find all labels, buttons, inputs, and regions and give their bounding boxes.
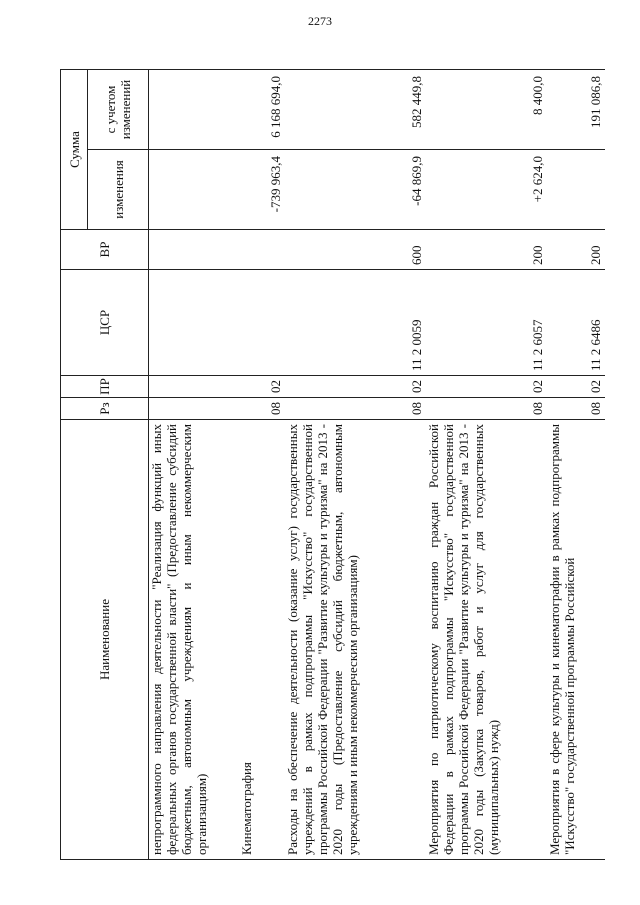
header-csr: ЦСР xyxy=(61,270,149,376)
header-sum: Сумма xyxy=(61,70,88,230)
rotated-page-content xyxy=(60,70,605,860)
table-row xyxy=(239,70,284,860)
row-rz: 08 xyxy=(239,398,284,420)
row-change: -64 869,9 xyxy=(285,150,427,230)
table-row xyxy=(285,70,427,860)
table-row xyxy=(426,70,546,860)
header-name: Наименование xyxy=(61,420,149,860)
row-pr xyxy=(149,376,240,398)
row-csr xyxy=(239,270,284,376)
row-csr: 11 2 0059 xyxy=(285,270,427,376)
table-row xyxy=(149,70,240,860)
row-vr xyxy=(239,230,284,270)
row-rz xyxy=(149,398,240,420)
row-total: 8 400,0 xyxy=(426,70,546,150)
row-pr: 02 xyxy=(285,376,427,398)
row-total: 6 168 694,0 xyxy=(239,70,284,150)
header-vr: ВР xyxy=(61,230,149,270)
row-total: 191 086,8 xyxy=(547,70,605,150)
header-total: с учетом изменений xyxy=(88,70,149,150)
row-change: +2 624,0 xyxy=(426,150,546,230)
row-rz: 08 xyxy=(426,398,546,420)
table-row xyxy=(547,70,605,860)
header-change: изменения xyxy=(88,150,149,230)
row-change xyxy=(149,150,240,230)
row-csr: 11 2 6057 xyxy=(426,270,546,376)
row-change: -739 963,4 xyxy=(239,150,284,230)
row-name: Кинематография xyxy=(239,420,284,860)
row-name: Мероприятия в сфере культуры и кинематографии в рамках подпрограммы "Искусство" государственной программы Российской xyxy=(547,420,605,860)
row-rz: 08 xyxy=(285,398,427,420)
row-vr xyxy=(149,230,240,270)
header-rz: Рз xyxy=(61,398,149,420)
row-pr: 02 xyxy=(426,376,546,398)
row-vr: 200 xyxy=(547,230,605,270)
row-change xyxy=(547,150,605,230)
row-pr: 02 xyxy=(547,376,605,398)
page-number: 2273 xyxy=(308,14,332,28)
row-csr xyxy=(149,270,240,376)
row-vr: 200 xyxy=(426,230,546,270)
row-name: непрограммного направления деятельности "Реализация функций иных федеральных органов государственной власти" (Предоставление субсидий бюджетным, автономным учреждениям и иным некоммерческим организациям) xyxy=(149,420,240,860)
row-name: Мероприятия по патриотическому воспитанию граждан Российской Федерации в рамках подпрограммы "Искусство" государственной программы Российской Федерации "Развитие культуры и туризма" на 2013 - 2020 годы (Закупка товаров, работ и услуг для государственных (муниципальных) нужд) xyxy=(426,420,546,860)
row-csr: 11 2 6486 xyxy=(547,270,605,376)
row-name: Расходы на обеспечение деятельности (оказание услуг) государственных учреждений в рамках подпрограммы "Искусство" государственной программы Российской Федерации "Развитие культуры и туризма" на 2013 - 2020 годы (Предоставление субсидий бюджетным, автономным учреждениям и иным некоммерческим организациям) xyxy=(285,420,427,860)
header-pr: ПР xyxy=(61,376,149,398)
row-vr: 600 xyxy=(285,230,427,270)
row-total: 582 449,8 xyxy=(285,70,427,150)
row-pr: 02 xyxy=(239,376,284,398)
budget-table xyxy=(60,69,605,860)
row-rz: 08 xyxy=(547,398,605,420)
row-total xyxy=(149,70,240,150)
